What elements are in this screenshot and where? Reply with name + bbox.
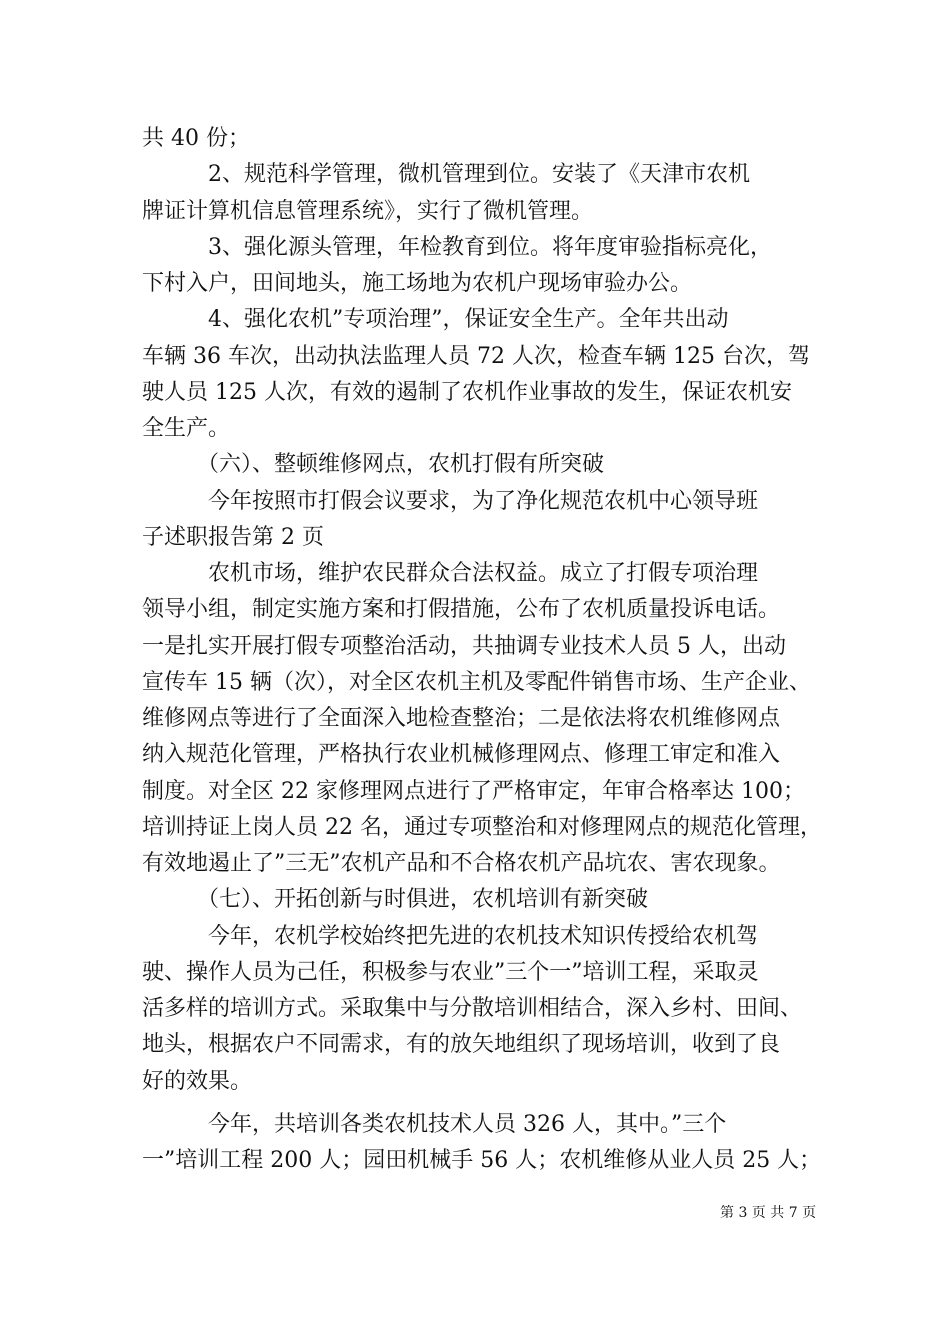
text-line-18: 纳入规范化管理，严格执行农业机械修理网点、修理工审定和准入 [142, 742, 781, 767]
text-line-3: 牌证计算机信息管理系统》，实行了微机管理。 [142, 199, 594, 224]
text-line-13: 农机市场，维护农民群众合法权益。成立了打假专项治理 [142, 561, 759, 586]
text-line-14: 领导小组，制定实施方案和打假措施，公布了农机质量投诉电话。 [142, 597, 781, 622]
text-line-21: 有效地遏止了”三无”农机产品和不合格农机产品坑农、害农现象。 [142, 851, 781, 876]
text-line-20: 培训持证上岗人员 22 名，通过专项整治和对修理网点的规范化管理， [142, 815, 822, 840]
text-line-1: 共 40 份； [142, 126, 250, 151]
text-line-17: 维修网点等进行了全面深入地检查整治；二是依法将农机维修网点 [142, 706, 781, 731]
text-line-9: 全生产。 [142, 416, 231, 441]
text-line-28: 今年，共培训各类农机技术人员 326 人，其中。”三个 [142, 1112, 727, 1137]
text-line-23: 今年，农机学校始终把先进的农机技术知识传授给农机驾 [142, 924, 759, 949]
text-line-7: 车辆 36 车次，出动执法监理人员 72 人次，检查车辆 125 台次，驾 [142, 344, 810, 369]
text-line-6: 4、强化农机”专项治理”，保证安全生产。全年共出动 [142, 307, 729, 332]
text-line-5: 下村入户，田间地头，施工场地为农机户现场审验办公。 [142, 271, 693, 296]
text-line-24: 驶、操作人员为己任，积极参与农业”三个一”培训工程，采取灵 [142, 960, 759, 985]
text-line-27: 好的效果。 [142, 1069, 253, 1094]
text-line-16: 宣传车 15 辆（次），对全区农机主机及零配件销售市场、生产企业、 [142, 670, 811, 695]
text-line-29: 一”培训工程 200 人；园田机械手 56 人；农机维修从业人员 25 人； [142, 1148, 822, 1173]
section-heading-6: （六）、整顿维修网点，农机打假有所突破 [142, 452, 605, 477]
text-line-25: 活多样的培训方式。采取集中与分散培训相结合，深入乡村、田间、 [142, 996, 803, 1021]
text-line-26: 地头，根据农户不同需求，有的放矢地组织了现场培训，收到了良 [142, 1032, 781, 1057]
text-line-19: 制度。对全区 22 家修理网点进行了严格审定，年审合格率达 100； [142, 779, 805, 804]
text-line-2: 2、规范科学管理，微机管理到位。安装了《天津市农机 [142, 162, 750, 187]
text-line-8: 驶人员 125 人次，有效的遏制了农机作业事故的发生，保证农机安 [142, 380, 792, 405]
page-number-footer: 第 3 页 共 7 页 [720, 1205, 817, 1221]
section-heading-7: （七）、开拓创新与时俱进，农机培训有新突破 [142, 887, 649, 912]
text-line-15: 一是扎实开展打假专项整治活动，共抽调专业技术人员 5 人，出动 [142, 634, 786, 659]
text-line-4: 3、强化源头管理，年检教育到位。将年度审验指标亮化， [142, 235, 772, 260]
text-line-11: 今年按照市打假会议要求，为了净化规范农机中心领导班 [142, 489, 759, 514]
text-line-12: 子述职报告第 2 页 [142, 525, 324, 550]
